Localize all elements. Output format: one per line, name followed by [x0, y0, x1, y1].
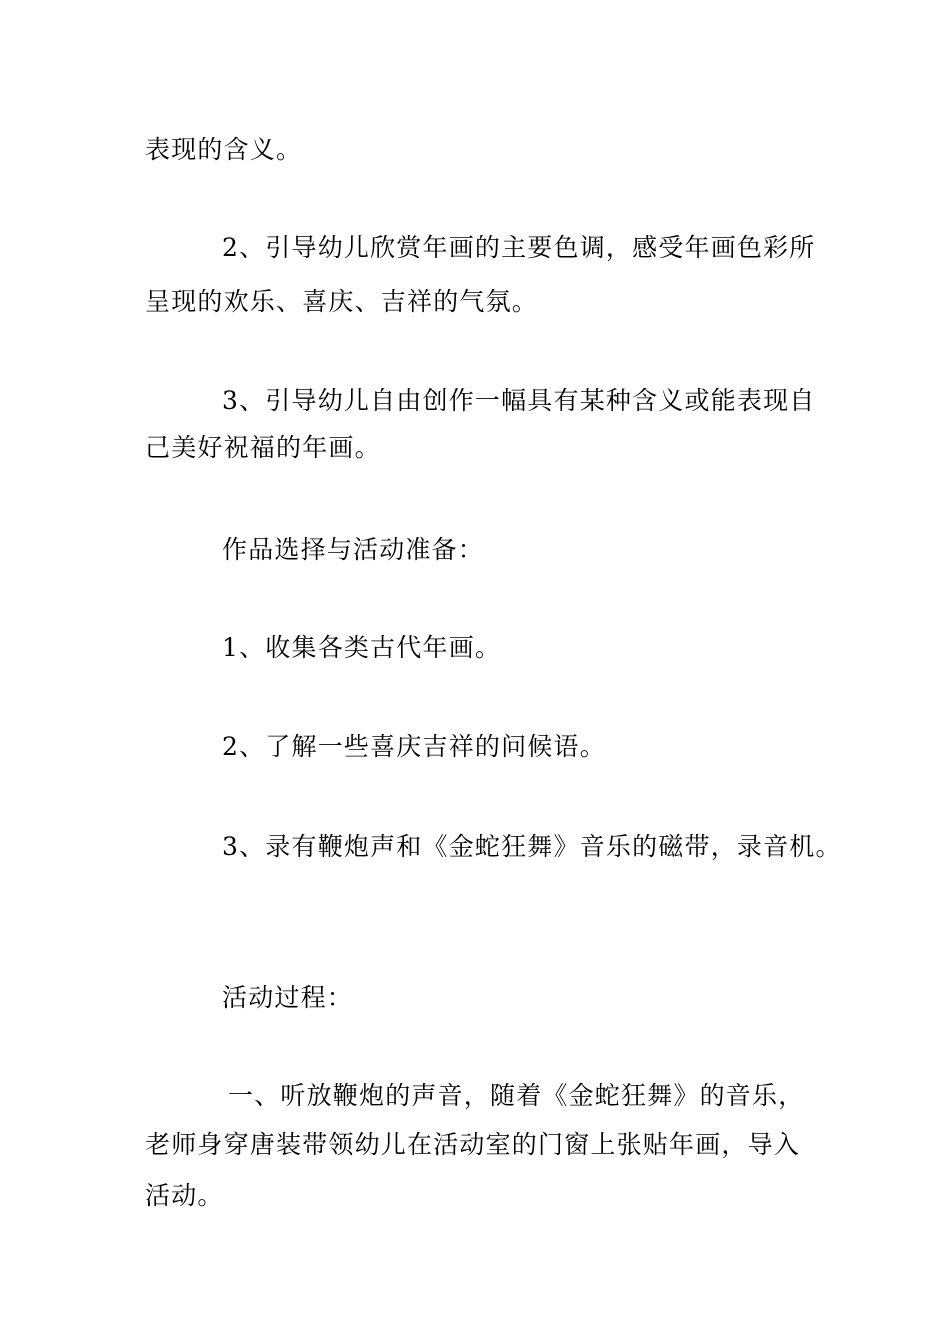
list-item: 3、录有鞭炮声和《金蛇狂舞》音乐的磁带，录音机。	[222, 832, 842, 861]
text-line: 老师身穿唐装带领幼儿在活动室的门窗上张贴年画，导入	[145, 1130, 801, 1159]
list-item: 2、了解一些喜庆吉祥的问候语。	[222, 732, 606, 761]
text-line: 一、听放鞭炮的声音，随着《金蛇狂舞》的音乐，	[228, 1081, 805, 1110]
text-line: 活动。	[145, 1181, 224, 1210]
text-line: 表现的含义。	[145, 135, 303, 164]
text-line: 己美好祝福的年画。	[145, 433, 381, 462]
text-line: 呈现的欢乐、喜庆、吉祥的气氛。	[145, 287, 539, 316]
section-heading: 活动过程：	[222, 983, 354, 1012]
list-item: 1、收集各类古代年画。	[222, 633, 502, 662]
text-line: 2、引导幼儿欣赏年画的主要色调，感受年画色彩所	[222, 233, 816, 262]
text-line: 3、引导幼儿自由创作一幅具有某种含义或能表现自	[222, 386, 816, 415]
section-heading: 作品选择与活动准备：	[222, 535, 485, 564]
